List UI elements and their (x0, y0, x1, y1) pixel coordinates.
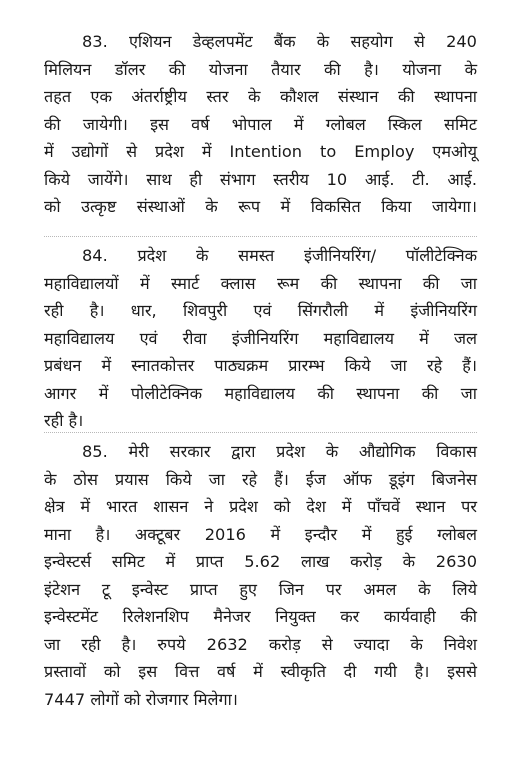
paragraph-line: महाविद्यालयों में स्मार्ट क्लास रूम की स्थापना की जा (44, 273, 477, 293)
paragraph-line: रही है। (44, 411, 84, 430)
paragraph-line: 85. मेरी सरकार द्वारा प्रदेश के औद्योगिक विकास (82, 442, 477, 461)
paragraph-line: तहत एक अंतर्राष्ट्रीय स्तर के कौशल संस्थान की स्थापना (44, 87, 477, 106)
paragraph-line: मिलियन डॉलर की योजना तैयार की है। योजना के (44, 59, 477, 79)
paragraph-line: 7447 लोगों को रोजगार मिलेगा। (44, 689, 238, 709)
paragraph-line: के ठोस प्रयास किये जा रहे हैं। ईज ऑफ डूइंग बिजनेस (44, 469, 477, 489)
paragraph-line: माना है। अक्टूबर 2016 में इन्दौर में हुई ग्लोबल (44, 524, 477, 544)
paragraph-line: को उत्कृष्ट संस्थाओं के रूप में विकसित किया जायेगा। (44, 197, 477, 216)
paragraph-line: इंटेशन टू इन्वेस्ट प्राप्त हुए जिन पर अमल के लिये (44, 579, 477, 599)
paragraph-line: रही है। धार, शिवपुरी एवं सिंगरौली में इंजीनियरिंग (44, 301, 477, 320)
paragraph-line: में उद्योगों से प्रदेश में Intention to Employ एमओयू (44, 142, 477, 161)
paragraph-line: इन्वेस्टमेंट रिलेशनशिप मैनेजर नियुक्त कर कार्यवाही की (44, 607, 477, 626)
paragraph-83 (44, 28, 477, 221)
paragraph-line: 83. एशियन डेव्हलपमेंट बैंक के सहयोग से 240 (82, 32, 477, 51)
paragraph-line: प्रस्तावों को इस वित्त वर्ष में स्वीकृति दी गयी है। इससे (44, 662, 477, 681)
paragraph-line: क्षेत्र में भारत शासन ने प्रदेश को देश में पाँचवें स्थान पर (44, 497, 477, 516)
paragraph-line: इन्वेस्टर्स समिट में प्राप्त 5.62 लाख करोड़ के 2630 (44, 552, 477, 571)
paragraph-line: प्रबंधन में स्नातकोत्तर पाठ्यक्रम प्रारम्भ किये जा रहे हैं। (44, 356, 477, 375)
paragraph-separator (44, 432, 477, 433)
paragraph-separator (44, 236, 477, 237)
paragraph-line: की जायेगी। इस वर्ष भोपाल में ग्लोबल स्किल समिट (44, 114, 477, 134)
paragraph-85 (44, 438, 477, 713)
paragraph-84 (44, 242, 477, 435)
paragraph-line: महाविद्यालय एवं रीवा इंजीनियरिंग महाविद्यालय में जल (44, 328, 477, 348)
paragraph-line: किये जायेंगे। साथ ही संभाग स्तरीय 10 आई. टी. आई. (44, 169, 477, 189)
paragraph-line: आगर में पोलीटेक्निक महाविद्यालय की स्थापना की जा (44, 383, 477, 403)
paragraph-line: 84. प्रदेश के समस्त इंजीनियरिंग/ पॉलीटेक्निक (82, 246, 477, 265)
paragraph-line: जा रही है। रुपये 2632 करोड़ से ज्यादा के निवेश (44, 634, 477, 654)
